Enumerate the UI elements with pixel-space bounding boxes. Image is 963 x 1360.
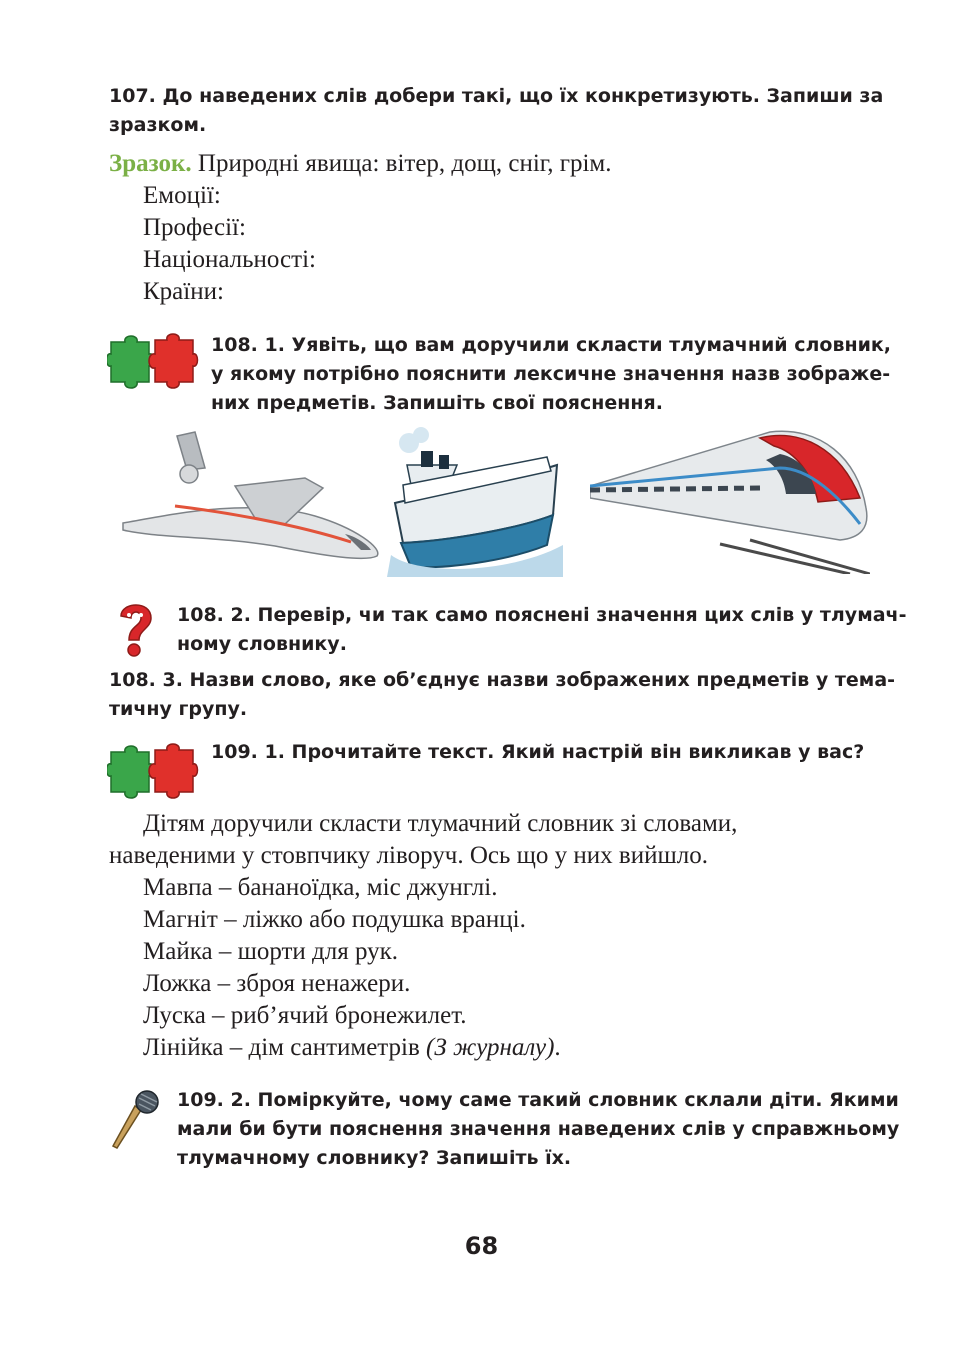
sample-text: Природні явища: вітер, дощ, сніг, грім. — [191, 150, 612, 177]
airplane-illustration — [115, 428, 385, 563]
dictionary-entry-last: Лінійка – дім сантиметрів (З журналу). — [143, 1034, 561, 1061]
task-109-1-line-1: 109. 1. Прочитайте текст. Який настрій він викликав у вас? — [211, 741, 865, 763]
task-108-1-instruction — [211, 331, 891, 418]
category-professions: Професії: — [143, 214, 246, 241]
text-109-line-2: наведеними у стовпчику ліворуч. Ось що у них вийшло. — [109, 842, 708, 869]
train-illustration — [590, 428, 870, 574]
task-108-1-line-2: у якому потрібно пояснити лексичне значення назв зображе- — [211, 363, 891, 385]
text-109-line-1: Дітям доручили скласти тлумачний словник зі словами, — [143, 810, 738, 837]
task-109-2-line-2: мали би бути пояснення значення наведених слів у справжньому — [177, 1118, 900, 1140]
text-109-intro — [109, 808, 737, 872]
task-107-items — [143, 180, 316, 308]
task-108-2-line-2: ному словнику. — [177, 633, 347, 655]
dictionary-entry: Мавпа – бананоїдка, міс джунглі. — [143, 874, 498, 901]
task-108-3-line-1: 108. 3. Назви слово, яке об’єднує назви зображених предметів у тема- — [109, 669, 896, 691]
task-108-3-line-2: тичну групу. — [109, 698, 248, 720]
sample-label: Зразок. — [109, 150, 192, 177]
dictionary-entry: Майка – шорти для рук. — [143, 938, 399, 965]
task-108-1-line-1: 108. 1. Уявіть, що вам доручили скласти тлумачний словник, — [211, 334, 892, 356]
task-109-2-line-1: 109. 2. Поміркуйте, чому саме такий словник склали діти. Якими — [177, 1089, 899, 1111]
source-note: (З журналу) — [426, 1034, 555, 1061]
task-107-sample — [109, 148, 612, 180]
puzzle-icon — [107, 742, 199, 800]
category-countries: Країни: — [143, 278, 224, 305]
task-108-2-line-1: 108. 2. Перевір, чи так само пояснені значення цих слів у тлумач- — [177, 604, 907, 626]
question-mark-icon — [111, 600, 161, 658]
dictionary-entry: Ложка – зброя ненажери. — [143, 970, 411, 997]
text-109-dictionary — [143, 872, 561, 1064]
dictionary-entry: Луска – риб’ячий бронежилет. — [143, 1002, 467, 1029]
page-number: 68 — [464, 1232, 499, 1260]
task-109-1-instruction — [211, 738, 864, 767]
task-107-line-1: 107. До наведених слів добери такі, що їх конкретизують. Запиши за — [109, 85, 884, 107]
puzzle-icon — [107, 332, 199, 390]
task-109-2-line-3: тлумачному словнику? Запишіть їх. — [177, 1147, 572, 1169]
category-emotions: Емоції: — [143, 182, 221, 209]
task-108-3-instruction — [109, 666, 895, 724]
task-107-instruction — [109, 82, 883, 140]
category-nationalities: Національності: — [143, 246, 316, 273]
task-109-2-instruction — [177, 1086, 899, 1173]
dictionary-entry: Магніт – ліжко або подушка вранці. — [143, 906, 526, 933]
microphone-icon — [111, 1090, 163, 1152]
ship-illustration — [387, 425, 565, 577]
task-107-line-2: зразком. — [109, 114, 207, 136]
task-108-2-instruction — [177, 601, 906, 659]
task-108-1-line-3: них предметів. Запишіть свої пояснення. — [211, 392, 663, 414]
